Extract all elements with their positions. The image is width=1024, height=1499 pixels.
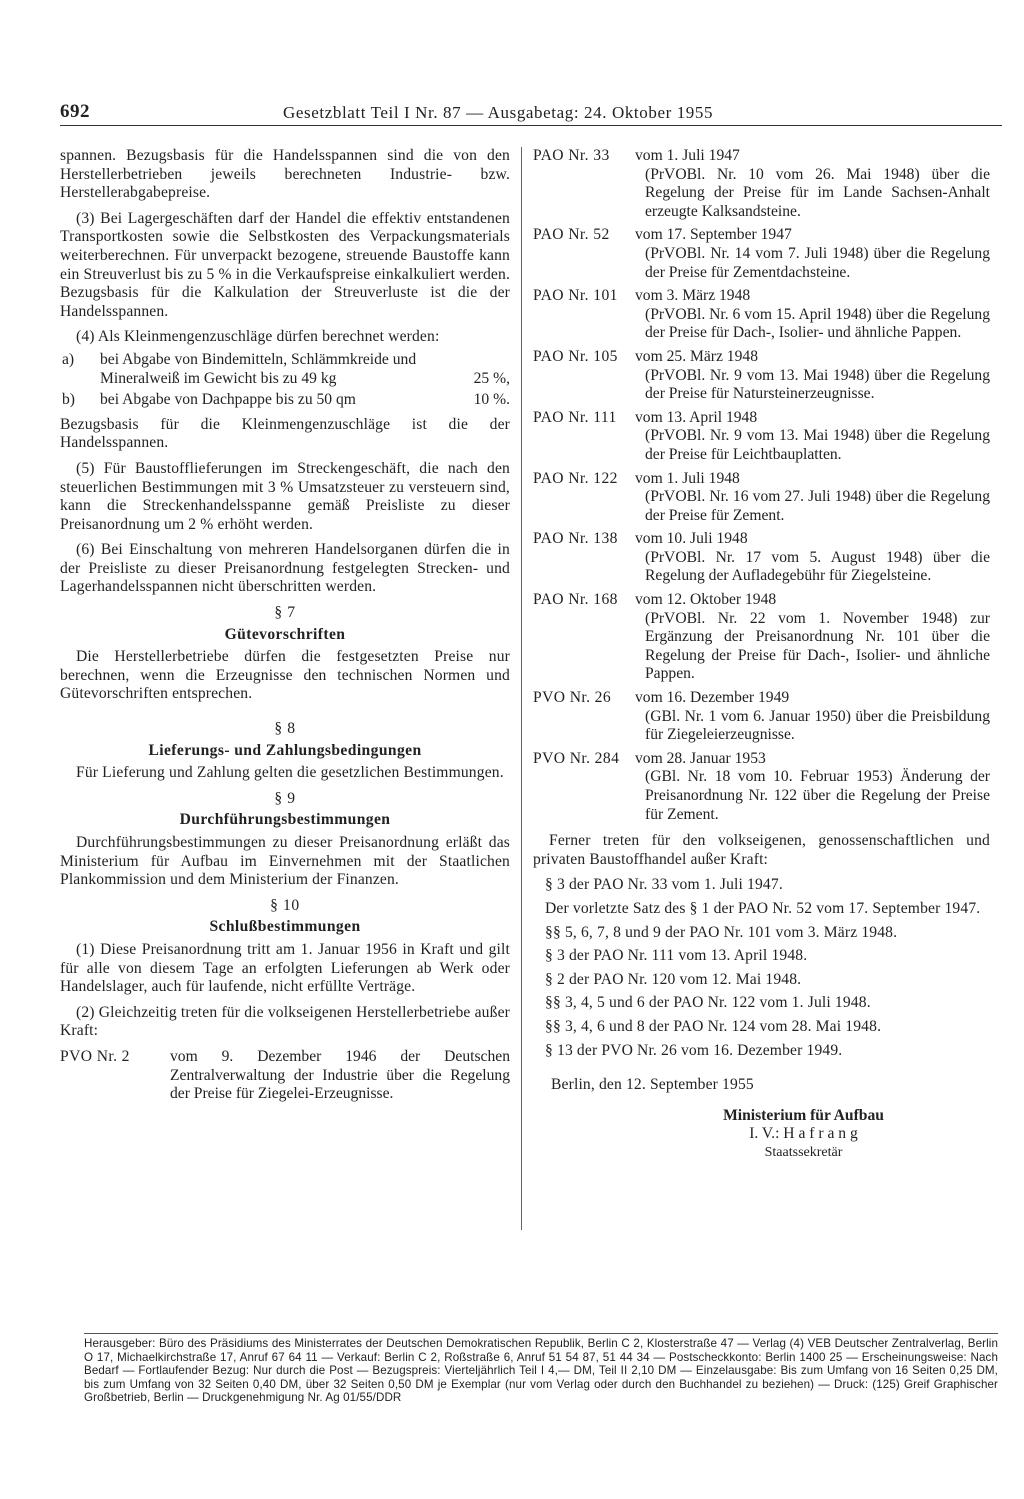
paragraph: (1) Diese Preisanordnung tritt am 1. Januar 1956 in Kraft und gilt für alle von diesem Tage an erfolgten Lieferungen ab Werk oder Handelslager, auch für laufende, nicht erfüllte Verträge. — [60, 940, 510, 996]
regulation-date: vom 16. Dezember 1949 — [635, 689, 790, 707]
regulation-entry — [533, 348, 990, 404]
imprint-footer: Herausgeber: Büro des Präsidiums des Ministerrates der Deutschen Demokratischen Republik, Berlin C 2, Klosterstraße 47 — Verlag (4) VEB Deutscher Zentralverlag, Berlin O 17, Michaelkirchstraße 17, Anruf 67 64 11 — Verkauf: Berlin C 2, Roßstraße 6, Anruf 51 54 87, 51 44 34 — Postscheckkonto: Berlin 1400 25 — Erscheinungsweise: Nach Bedarf — Fortlaufender Bezug: Nur durch die Post — Bezugspreis: Vierteljährlich Teil I 4,— DM, Teil II 2,10 DM — Einzelausgabe: Bis zum Umfang von 16 Seiten 0,25 DM, bis zum Umfang von 32 Seiten 0,40 DM, über 32 Seiten 0,50 DM je Exemplar (nur vom Verlag oder durch den Buchhandel zu beziehen) — Druck: (125) Greif Graphischer Großbetrieb, Berlin — Druckgenehmigung Nr. Ag 01/55/DDR — [84, 1333, 998, 1405]
item-text: bei Abgabe von Dachpappe bis zu 50 qm — [100, 391, 356, 409]
regulation-text: (PrVOBl. Nr. 10 vom 26. Mai 1948) über die Regelung der Preise für im Lande Sachsen-Anhalt erzeugte Kalksandsteine. — [645, 165, 990, 220]
place-date: Berlin, den 12. September 1955 — [551, 1076, 754, 1094]
regulation-entry — [533, 750, 990, 824]
repeal-item: §§ 3, 4, 5 und 6 der PAO Nr. 122 vom 1. Juli 1948. — [545, 994, 871, 1012]
regulation-entry — [533, 287, 990, 343]
repeal-item: § 3 der PAO Nr. 111 vom 13. April 1948. — [545, 947, 808, 965]
regulation-code: PVO Nr. 2 — [60, 1047, 130, 1065]
repeal-item: §§ 3, 4, 6 und 8 der PAO Nr. 124 vom 28. Mai 1948. — [545, 1017, 882, 1035]
left-column — [60, 147, 510, 1108]
regulation-date: vom 13. April 1948 — [635, 408, 758, 426]
paragraph: (2) Gleichzeitig treten für die volkseigenen Herstellerbetriebe außer Kraft: — [60, 1003, 510, 1040]
paragraph: spannen. Bezugsbasis für die Handelsspannen sind die von den Herstellerbetrieben jeweils berechneten Industrie- bzw. Herstellerabgabepreise. — [60, 147, 510, 202]
repeal-item: § 13 der PVO Nr. 26 vom 16. Dezember 1949. — [545, 1041, 843, 1059]
section-number: § 9 — [274, 789, 296, 807]
section-title: Durchführungsbestimmungen — [179, 811, 391, 829]
section-title: Lieferungs- und Zahlungsbedingungen — [148, 741, 422, 759]
paragraph: Bezugsbasis für die Kleinmengenzuschläge ist die der Handelsspannen. — [60, 415, 510, 452]
paragraph: Ferner treten für den volkseigenen, genossenschaftlichen und privaten Baustoffhandel außer Kraft: — [533, 832, 990, 868]
section-number: § 10 — [270, 896, 300, 914]
section-number: § 8 — [274, 720, 296, 738]
regulation-date: vom 10. Juli 1948 — [635, 530, 748, 548]
regulation-code: PAO Nr. 52 — [533, 226, 610, 244]
list-item — [60, 351, 510, 388]
regulation-date: vom 12. Oktober 1948 — [635, 591, 777, 609]
right-column — [533, 147, 990, 1163]
regulation-code: PVO Nr. 26 — [533, 689, 612, 707]
regulation-code: PAO Nr. 101 — [533, 287, 618, 305]
column-divider — [521, 147, 522, 1230]
item-label: a) — [62, 350, 75, 368]
regulation-text: (PrVOBl. Nr. 9 vom 13. Mai 1948) über die Regelung der Preise für Leichtbauplatten. — [645, 427, 990, 463]
page-header — [60, 101, 1002, 126]
section-number: § 7 — [274, 604, 296, 622]
ministry-name: Ministerium für Aufbau — [723, 1106, 884, 1124]
regulation-entry — [533, 530, 990, 586]
item-label: b) — [62, 391, 75, 409]
regulation-entry — [533, 226, 990, 282]
repeal-item: §§ 5, 6, 7, 8 und 9 der PAO Nr. 101 vom 3. März 1948. — [545, 923, 898, 941]
paragraph: (3) Bei Lagergeschäften darf der Handel die effektiv entstandenen Transportkosten sowie die Selbstkosten des Verpackungsmaterials weiterberechnen. Für unverpackt bezogene, streuende Baustoffe kann ein Streuverlust bis zu 5 % in die Verkaufspreise einkalkuliert werden. Bezugsbasis für die Kalkulation der Streuverluste ist die der Handelsspannen. — [60, 209, 510, 320]
regulation-code: PAO Nr. 105 — [533, 347, 618, 365]
regulation-date: vom 1. Juli 1948 — [635, 469, 740, 487]
regulation-date: vom 3. März 1948 — [635, 287, 751, 305]
regulation-text: (GBl. Nr. 18 vom 10. Februar 1953) Änderung der Preisanordnung Nr. 122 über die Regelung der Preise für Zement. — [645, 768, 990, 823]
item-value: 10 %. — [473, 391, 510, 409]
paragraph: (4) Als Kleinmengenzuschläge dürfen berechnet werden: — [76, 328, 440, 346]
regulation-text: (PrVOBl. Nr. 16 vom 27. Juli 1948) über die Regelung der Preise für Zement. — [645, 488, 990, 524]
list-item — [60, 391, 510, 410]
regulation-entry — [533, 689, 990, 745]
item-text: bei Abgabe von Bindemitteln, Schlämmkreide und Mineralweiß im Gewicht bis zu 49 kg — [100, 350, 417, 387]
paragraph: Für Lieferung und Zahlung gelten die gesetzlichen Bestimmungen. — [76, 764, 504, 782]
regulation-code: PAO Nr. 33 — [533, 147, 610, 164]
regulation-text: (PrVOBl. Nr. 22 vom 1. November 1948) zur Ergänzung der Preisanordnung Nr. 101 über die Regelung der Preise für Dach-, Isolier- und ähnliche Pappen. — [645, 609, 990, 683]
regulation-text: (PrVOBl. Nr. 9 vom 13. Mai 1948) über die Regelung der Preise für Natursteinerzeugnisse. — [645, 366, 990, 403]
paragraph: Die Herstellerbetriebe dürfen die festgesetzten Preise nur berechnen, wenn die Erzeugnisse den technischen Normen und Gütevorschriften entsprechen. — [60, 648, 510, 703]
regulation-date: vom 1. Juli 1947 — [635, 147, 740, 164]
repeal-item: Der vorletzte Satz des § 1 der PAO Nr. 52 vom 17. September 1947. — [545, 899, 981, 917]
regulation-date: vom 25. März 1948 — [635, 347, 758, 365]
repeal-item: § 2 der PAO Nr. 120 vom 12. Mai 1948. — [545, 970, 802, 988]
paragraph: Durchführungsbestimmungen zu dieser Preisanordnung erläßt das Ministerium für Aufbau im Einvernehmen mit der Staatlichen Plankommission und dem Ministerium der Finanzen. — [60, 834, 510, 889]
paragraph: (6) Bei Einschaltung von mehreren Handelsorganen dürfen die in der Preisliste zu dieser Preisanordnung festgelegten Strecken- und Lagerhandelsspannen nicht überschritten werden. — [60, 541, 510, 596]
signature-block — [533, 1107, 990, 1163]
paragraph: (5) Für Baustofflieferungen im Streckengeschäft, die nach den steuerlichen Bestimmungen mit 3 % Umsatzsteuer zu versteuern sind, kann die Streckenhandelsspanne gemäß Preisliste zu dieser Preisanordnung um 2 % erhöht werden. — [60, 459, 510, 533]
page-number: 692 — [60, 101, 90, 122]
regulation-text: (GBl. Nr. 1 vom 6. Januar 1950) über die Preisbildung für Ziegeleierzeugnisse. — [645, 707, 990, 744]
regulation-text: (PrVOBl. Nr. 17 vom 5. August 1948) über die Regelung der Aufladegebühr für Ziegelsteine. — [645, 548, 990, 585]
regulation-code: PAO Nr. 122 — [533, 469, 618, 487]
regulation-code: PAO Nr. 168 — [533, 591, 618, 609]
regulation-text: (PrVOBl. Nr. 6 vom 15. April 1948) über die Regelung der Preise für Dach-, Isolier- und ähnliche Pappen. — [645, 305, 990, 342]
regulation-entry — [533, 147, 990, 221]
item-value: 25 %, — [473, 369, 510, 387]
running-title: Gesetzblatt Teil I Nr. 87 — Ausgabetag: 24. Oktober 1955 — [283, 103, 714, 122]
signatory: I. V.: H a f r a n g — [749, 1125, 858, 1143]
regulation-entry — [533, 470, 990, 526]
regulation-entry — [533, 409, 990, 465]
section-title: Gütevorschriften — [224, 625, 346, 643]
regulation-date: vom 28. Januar 1953 — [635, 749, 766, 767]
signatory-title: Staatssekretär — [764, 1144, 843, 1160]
repealed-regulation — [60, 1048, 510, 1104]
regulation-code: PAO Nr. 111 — [533, 408, 617, 426]
repeal-item: § 3 der PAO Nr. 33 vom 1. Juli 1947. — [545, 876, 783, 894]
regulation-code: PAO Nr. 138 — [533, 530, 618, 548]
regulation-text: (PrVOBl. Nr. 14 vom 7. Juli 1948) über die Regelung der Preise für Zementdachsteine. — [645, 244, 990, 281]
regulation-entry — [533, 591, 990, 684]
regulation-date: vom 17. September 1947 — [635, 226, 792, 244]
regulation-code: PVO Nr. 284 — [533, 749, 620, 767]
section-title: Schlußbestimmungen — [209, 918, 361, 936]
regulation-text: vom 9. Dezember 1946 der Deutschen Zentralverwaltung der Industrie über die Regelung der Preise für Ziegelei-Erzeugnisse. — [170, 1047, 510, 1103]
